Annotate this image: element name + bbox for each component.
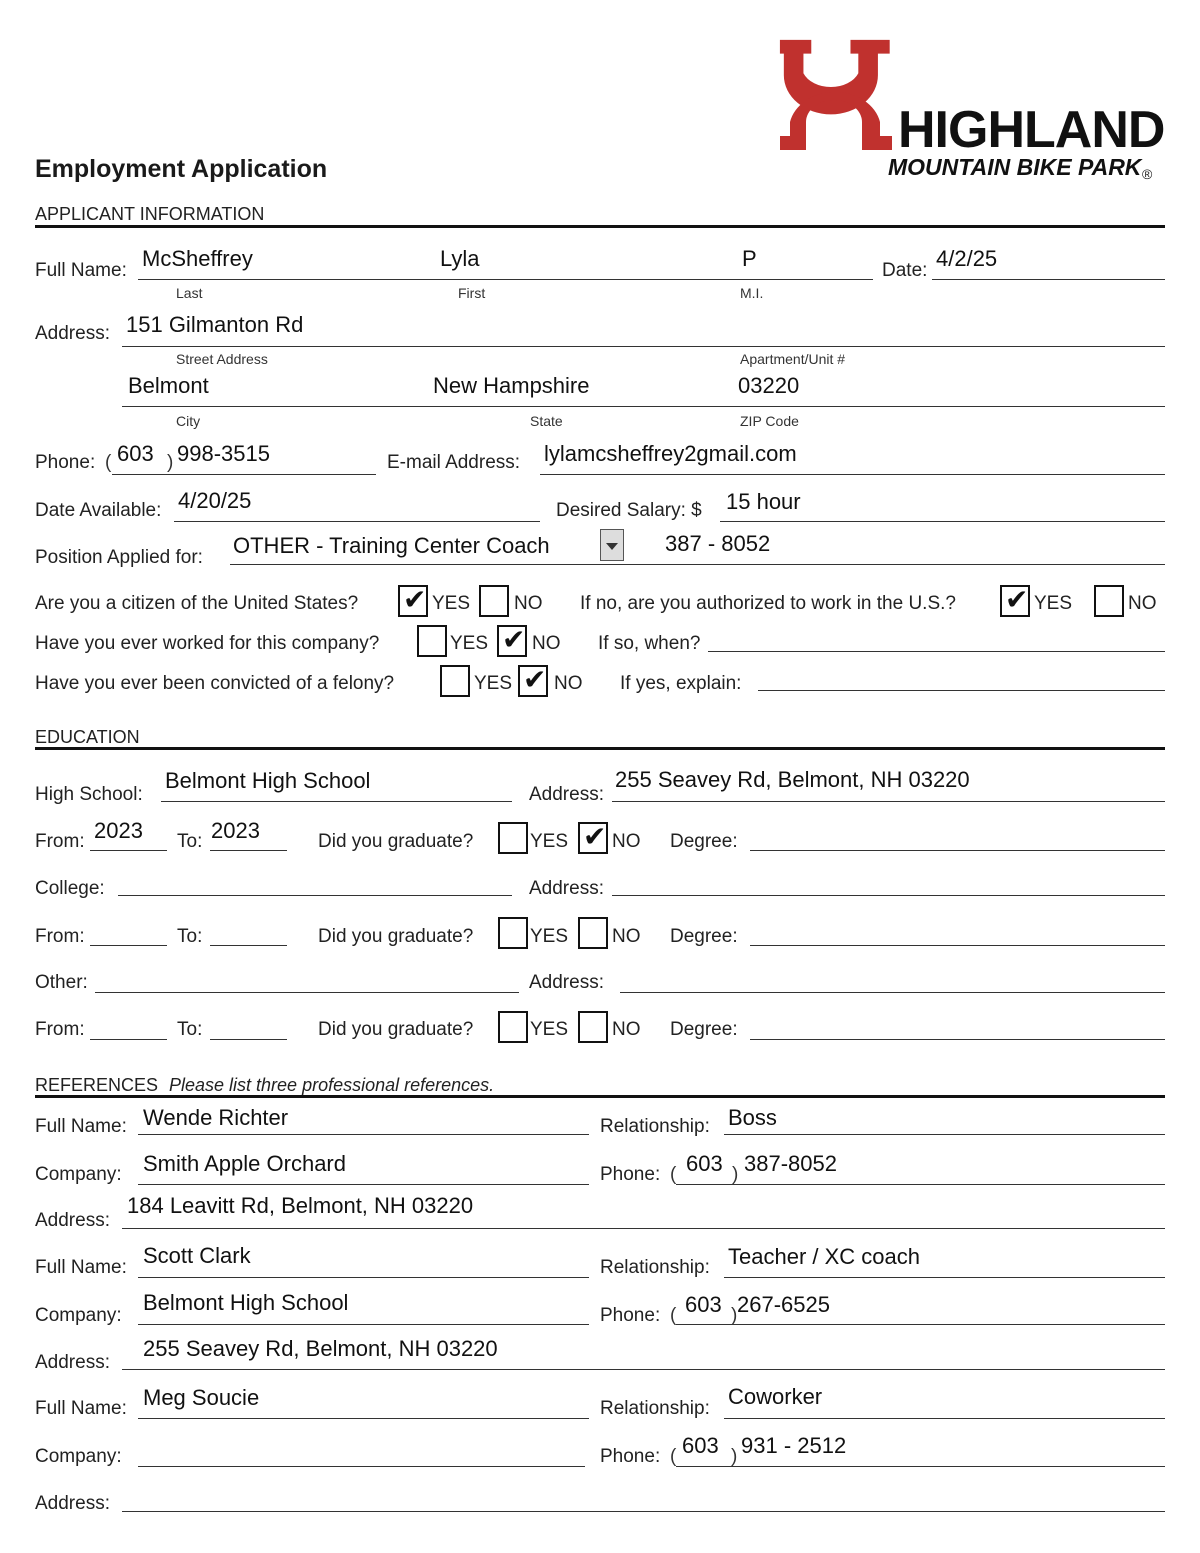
felony-yes-label: YES	[474, 673, 513, 694]
zip-caption: ZIP Code	[740, 413, 799, 429]
hs-from-field[interactable]: 2023	[94, 818, 143, 843]
section-divider	[35, 747, 1165, 750]
authorized-no-label: NO	[1128, 593, 1157, 614]
section-heading-education: EDUCATION	[35, 727, 140, 747]
date-field[interactable]: 4/2/25	[936, 246, 998, 271]
mi-caption: M.I.	[740, 285, 764, 301]
last-name-field[interactable]: McSheffrey	[142, 246, 253, 271]
ref2-address-label: Address:	[35, 1352, 110, 1373]
salary-field[interactable]: 15 hour	[726, 489, 801, 514]
other-graduate-no-checkbox[interactable]	[578, 1011, 608, 1043]
checkmark-icon: ✔	[1005, 583, 1029, 616]
middle-initial-field[interactable]: P	[742, 246, 757, 271]
ref2-paren-close: )	[731, 1305, 738, 1326]
ref1-company-underline	[138, 1184, 589, 1185]
position-dropdown-button[interactable]	[600, 529, 624, 561]
citizen-question: Are you a citizen of the United States?	[35, 593, 359, 614]
college-label: College:	[35, 878, 105, 899]
section-divider	[35, 1095, 1165, 1098]
other-underline[interactable]	[95, 992, 519, 993]
email-underline	[540, 474, 1165, 475]
hs-no-label: NO	[612, 831, 641, 852]
date-available-label: Date Available:	[35, 500, 162, 521]
email-field[interactable]: lylamcsheffrey2gmail.com	[544, 441, 797, 466]
paren-close: )	[167, 452, 174, 473]
ref3-relationship-label: Relationship:	[600, 1398, 710, 1419]
ref2-address-field[interactable]: 255 Seavey Rd, Belmont, NH 03220	[143, 1336, 498, 1361]
ref3-name-underline	[138, 1418, 589, 1419]
phone-underline	[112, 474, 376, 475]
ref3-relationship-underline	[724, 1418, 1165, 1419]
ref1-phone-underline	[676, 1184, 1165, 1185]
authorized-question: If no, are you authorized to work in the U.S.?	[580, 593, 956, 614]
other-from-label: From:	[35, 1019, 85, 1040]
other-graduate-question: Did you graduate?	[318, 1019, 474, 1040]
college-to-label: To:	[177, 926, 203, 947]
city-caption: City	[176, 413, 201, 429]
street-underline	[122, 346, 1165, 347]
name-underline	[138, 279, 873, 280]
ref1-address-field[interactable]: 184 Leavitt Rd, Belmont, NH 03220	[127, 1193, 474, 1218]
felony-no-label: NO	[554, 673, 583, 694]
checkmark-icon: ✔	[523, 663, 547, 696]
salary-underline	[720, 521, 1165, 522]
salary-label: Desired Salary: $	[556, 500, 702, 521]
ref2-relationship-field[interactable]: Teacher / XC coach	[728, 1244, 920, 1269]
ref2-name-field[interactable]: Scott Clark	[143, 1243, 251, 1268]
ref3-paren-close: )	[731, 1446, 738, 1467]
ref2-name-underline	[138, 1277, 589, 1278]
other-yes-label: YES	[530, 1019, 569, 1040]
hs-graduate-yes-checkbox[interactable]	[498, 822, 528, 854]
ref3-phone-area[interactable]: 603	[682, 1433, 719, 1458]
worked-when-underline[interactable]	[708, 651, 1165, 652]
checkmark-icon: ✔	[502, 623, 526, 656]
checkmark-icon: ✔	[403, 583, 427, 616]
ref2-paren-open: (	[670, 1305, 677, 1326]
logo-wordmark: HIGHLAND	[898, 101, 1165, 159]
ref2-address-underline	[122, 1369, 1165, 1370]
other-from-underline[interactable]	[90, 1039, 167, 1040]
other-degree-underline[interactable]	[750, 1039, 1165, 1040]
ref1-relationship-label: Relationship:	[600, 1116, 710, 1137]
apt-caption: Apartment/Unit #	[740, 351, 846, 367]
high-school-underline	[161, 801, 512, 802]
college-from-label: From:	[35, 926, 85, 947]
ref3-phone-underline	[676, 1466, 1165, 1467]
ref1-phone-area[interactable]: 603	[686, 1151, 723, 1176]
references-note: Please list three professional references.	[169, 1075, 495, 1095]
other-no-label: NO	[612, 1019, 641, 1040]
ref3-name-label: Full Name:	[35, 1398, 127, 1419]
hs-from-label: From:	[35, 831, 85, 852]
ref1-paren-open: (	[670, 1164, 677, 1185]
college-to-underline[interactable]	[210, 945, 287, 946]
college-from-underline[interactable]	[90, 945, 167, 946]
highland-logo-mark	[776, 36, 896, 154]
citizen-no-label: NO	[514, 593, 543, 614]
worked-yes-label: YES	[450, 633, 489, 654]
registered-mark: ®	[1142, 166, 1153, 182]
ref1-company-label: Company:	[35, 1164, 122, 1185]
college-address-label: Address:	[529, 878, 604, 899]
hs-address-underline	[612, 801, 1165, 802]
worked-when-label: If so, when?	[598, 633, 701, 654]
city-underline	[122, 406, 1165, 407]
college-graduate-no-checkbox[interactable]	[578, 917, 608, 949]
section-heading-references: REFERENCES	[35, 1075, 159, 1095]
state-field[interactable]: New Hampshire	[433, 373, 590, 398]
ref3-address-label: Address:	[35, 1493, 110, 1514]
ref2-relationship-label: Relationship:	[600, 1257, 710, 1278]
citizen-yes-checkbox[interactable]	[398, 585, 428, 617]
ref2-company-underline	[138, 1324, 589, 1325]
ref1-phone-label: Phone:	[600, 1164, 661, 1185]
authorized-yes-checkbox[interactable]	[1000, 585, 1030, 617]
date-available-underline	[174, 521, 540, 522]
other-graduate-yes-checkbox[interactable]	[498, 1011, 528, 1043]
felony-explain-underline[interactable]	[758, 690, 1165, 691]
email-label: E-mail Address:	[387, 452, 521, 473]
ref2-phone-area[interactable]: 603	[685, 1292, 722, 1317]
ref1-name-field[interactable]: Wende Richter	[143, 1105, 289, 1130]
worked-no-label: NO	[532, 633, 561, 654]
phone-area-field[interactable]: 603	[117, 441, 154, 466]
college-yes-label: YES	[530, 926, 569, 947]
college-degree-label: Degree:	[670, 926, 738, 947]
felony-explain-label: If yes, explain:	[620, 673, 742, 694]
ref3-company-label: Company:	[35, 1446, 122, 1467]
last-caption: Last	[176, 285, 203, 301]
worked-no-checkbox[interactable]	[497, 625, 527, 657]
ref1-phone-field[interactable]: 387-8052	[744, 1151, 837, 1176]
page-title: Employment Application	[35, 155, 328, 183]
ref3-phone-field[interactable]: 931 - 2512	[741, 1433, 847, 1458]
college-degree-underline[interactable]	[750, 945, 1165, 946]
date-underline	[932, 279, 1165, 280]
high-school-field[interactable]: Belmont High School	[165, 768, 371, 793]
chevron-down-icon	[606, 543, 618, 550]
full-name-label: Full Name:	[35, 260, 127, 281]
hs-from-underline	[90, 850, 167, 851]
hs-graduate-no-checkbox[interactable]	[578, 822, 608, 854]
ref3-paren-open: (	[670, 1446, 677, 1467]
college-no-label: NO	[612, 926, 641, 947]
ref2-phone-field[interactable]: 267-6525	[737, 1292, 830, 1317]
first-name-field[interactable]: Lyla	[440, 246, 480, 271]
ref2-phone-label: Phone:	[600, 1305, 661, 1326]
ref2-relationship-underline	[724, 1277, 1165, 1278]
authorized-no-checkbox[interactable]	[1094, 585, 1124, 617]
hs-graduate-question: Did you graduate?	[318, 831, 474, 852]
position-extra-field[interactable]: 387 - 8052	[665, 531, 771, 556]
street-caption: Street Address	[176, 351, 268, 367]
hs-address-label: Address:	[529, 784, 604, 805]
college-graduate-yes-checkbox[interactable]	[498, 917, 528, 949]
phone-label: Phone:	[35, 452, 96, 473]
citizen-yes-label: YES	[432, 593, 471, 614]
hs-yes-label: YES	[530, 831, 569, 852]
ref2-phone-underline	[676, 1324, 1165, 1325]
citizen-no-checkbox[interactable]	[479, 585, 509, 617]
felony-yes-checkbox[interactable]	[440, 665, 470, 697]
checkmark-icon: ✔	[583, 820, 607, 853]
ref3-company-underline	[138, 1466, 585, 1467]
ref3-phone-label: Phone:	[600, 1446, 661, 1467]
address-label: Address:	[35, 323, 110, 344]
high-school-label: High School:	[35, 784, 143, 805]
ref1-relationship-underline	[724, 1134, 1165, 1135]
ref3-name-field[interactable]: Meg Soucie	[143, 1385, 260, 1410]
other-to-underline[interactable]	[210, 1039, 287, 1040]
ref2-name-label: Full Name:	[35, 1257, 127, 1278]
hs-address-field[interactable]: 255 Seavey Rd, Belmont, NH 03220	[615, 767, 970, 792]
ref1-paren-close: )	[732, 1164, 739, 1185]
ref1-relationship-field[interactable]: Boss	[728, 1105, 777, 1130]
section-heading-applicant: APPLICANT INFORMATION	[35, 204, 265, 224]
felony-no-checkbox[interactable]	[518, 665, 548, 697]
zip-field[interactable]: 03220	[738, 373, 800, 398]
ref1-company-field[interactable]: Smith Apple Orchard	[143, 1151, 346, 1176]
hs-to-underline	[210, 850, 287, 851]
section-divider	[35, 225, 1165, 228]
college-underline[interactable]	[118, 895, 512, 896]
other-label: Other:	[35, 972, 88, 993]
ref1-name-underline	[138, 1134, 589, 1135]
logo-subtitle: MOUNTAIN BIKE PARK	[888, 154, 1142, 180]
other-address-label: Address:	[529, 972, 604, 993]
other-to-label: To:	[177, 1019, 203, 1040]
college-graduate-question: Did you graduate?	[318, 926, 474, 947]
hs-to-field[interactable]: 2023	[211, 818, 260, 843]
worked-yes-checkbox[interactable]	[417, 625, 447, 657]
other-address-underline[interactable]	[620, 992, 1165, 993]
date-label: Date:	[882, 260, 928, 281]
paren-open: (	[105, 452, 112, 473]
ref1-name-label: Full Name:	[35, 1116, 127, 1137]
ref3-relationship-field[interactable]: Coworker	[728, 1384, 823, 1409]
date-available-field[interactable]: 4/20/25	[178, 488, 252, 513]
phone-number-field[interactable]: 998-3515	[177, 441, 270, 466]
position-underline	[230, 564, 1165, 565]
ref2-company-label: Company:	[35, 1305, 122, 1326]
felony-question: Have you ever been convicted of a felony?	[35, 673, 395, 694]
hs-degree-underline[interactable]	[750, 850, 1165, 851]
college-address-underline[interactable]	[612, 895, 1165, 896]
position-select[interactable]: OTHER - Training Center Coach	[233, 533, 550, 558]
position-label: Position Applied for:	[35, 547, 203, 568]
ref1-address-label: Address:	[35, 1210, 110, 1231]
authorized-yes-label: YES	[1034, 593, 1073, 614]
worked-question: Have you ever worked for this company?	[35, 633, 380, 654]
ref1-address-underline	[122, 1228, 1165, 1229]
state-caption: State	[530, 413, 563, 429]
city-field[interactable]: Belmont	[128, 373, 209, 398]
ref3-address-underline	[122, 1511, 1165, 1512]
hs-degree-label: Degree:	[670, 831, 738, 852]
ref2-company-field[interactable]: Belmont High School	[143, 1290, 349, 1315]
other-degree-label: Degree:	[670, 1019, 738, 1040]
street-address-field[interactable]: 151 Gilmanton Rd	[126, 312, 304, 337]
first-caption: First	[458, 285, 486, 301]
hs-to-label: To:	[177, 831, 203, 852]
